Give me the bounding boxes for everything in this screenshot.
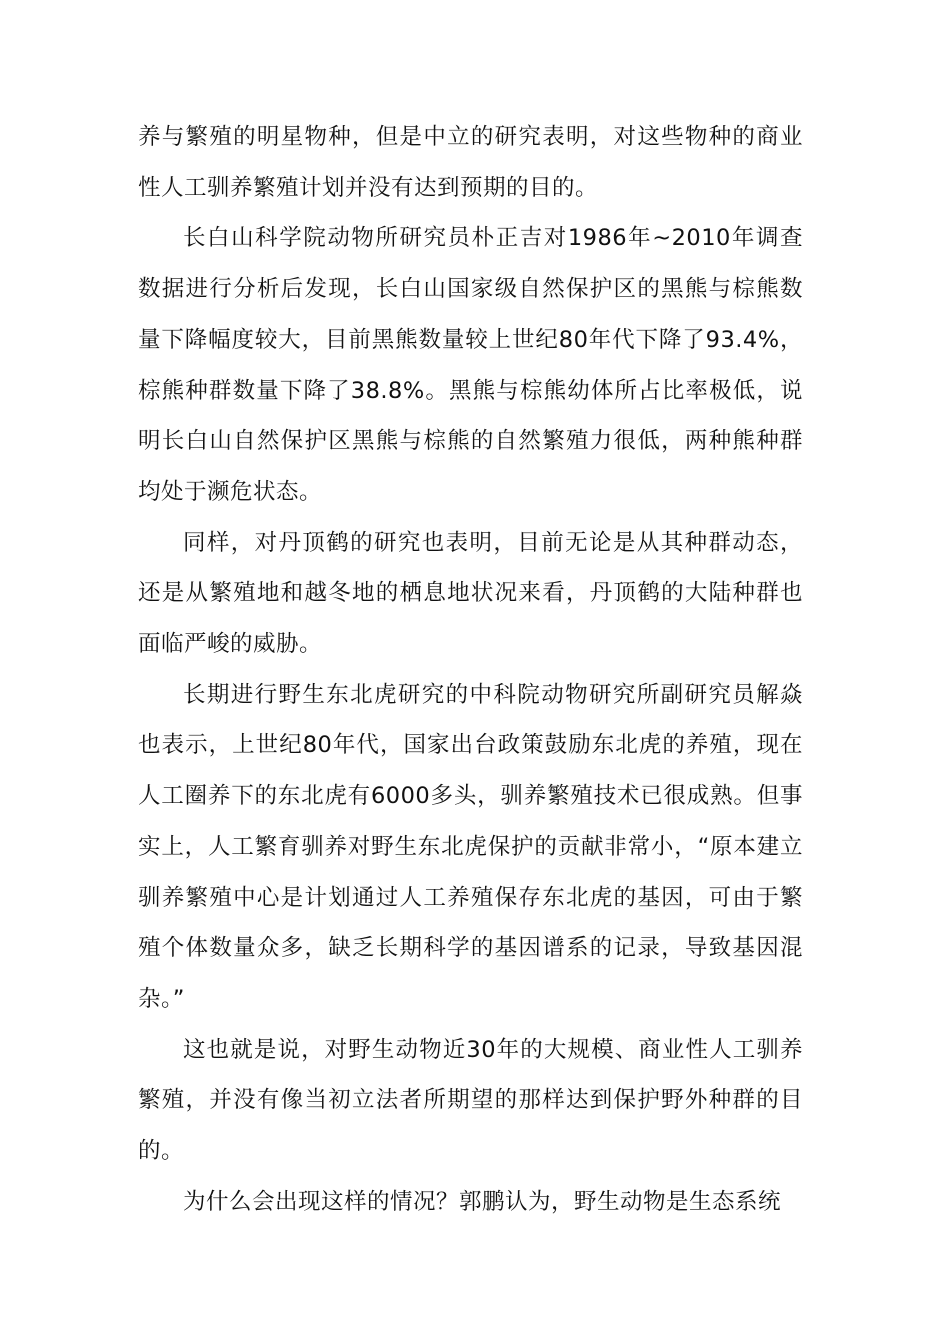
paragraph-bear-study: 长白山科学院动物所研究员朴正吉对1986年~2010年调查数据进行分析后发现，长白山国家级自然保护区的黑熊与棕熊数量下降幅度较大，目前黑熊数量较上世纪80年代下降了93.4%，棕熊种群数量下降了38.8%。黑熊与棕熊幼体所占比率极低，说明长白山自然保护区黑熊与棕熊的自然繁殖力很低，两种熊种群均处于濒危状态。 <box>138 225 803 505</box>
paragraph-tiger-study: 长期进行野生东北虎研究的中科院动物研究所副研究员解焱也表示，上世纪80年代，国家出台政策鼓励东北虎的养殖，现在人工圈养下的东北虎有6000多头，驯养繁殖技术已很成熟。但事实上，人工繁育驯养对野生东北虎保护的贡献非常小，“原本建立驯养繁殖中心是计划通过人工养殖保存东北虎的基因，可由于繁殖个体数量众多，缺乏长期科学的基因谱系的记录，导致基因混杂。” <box>138 681 803 1012</box>
paragraph-question: 为什么会出现这样的情况？郭鹏认为，野生动物是生态系统 <box>183 1188 782 1215</box>
paragraph-conclusion: 这也就是说，对野生动物近30年的大规模、商业性人工驯养繁殖，并没有像当初立法者所期望的那样达到保护野外种群的目的。 <box>138 1036 803 1165</box>
paragraph-continuation: 养与繁殖的明星物种，但是中立的研究表明，对这些物种的商业性人工驯养繁殖计划并没有达到预期的目的。 <box>138 124 803 201</box>
article-body <box>138 112 803 1227</box>
paragraph-crane-study: 同样，对丹顶鹤的研究也表明，目前无论是从其种群动态，还是从繁殖地和越冬地的栖息地状况来看，丹顶鹤的大陆种群也面临严峻的威胁。 <box>138 529 803 658</box>
